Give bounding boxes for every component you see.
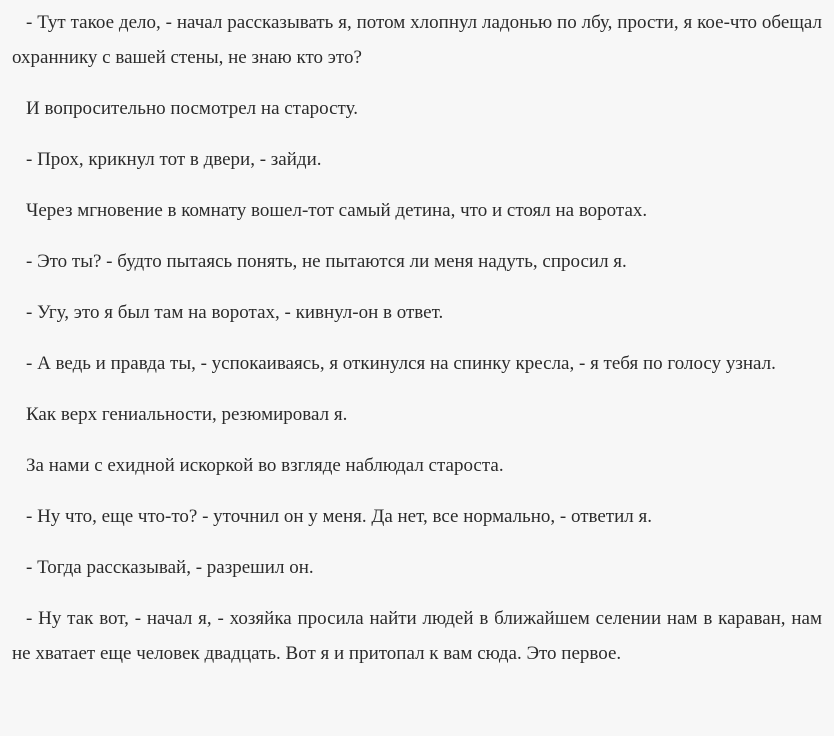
paragraph: - Прох, крикнул тот в двери, - зайди. [26, 149, 322, 170]
paragraph: - Угу, это я был там на воротах, - кивнул-он в ответ. [26, 302, 444, 323]
paragraph: - Это ты? - будто пытаясь понять, не пытаются ли меня надуть, спросил я. [26, 251, 627, 272]
paragraph: Через мгновение в комнату вошел-тот самый детина, что и стоял на воротах. [26, 200, 648, 221]
paragraph: - Ну так вот, - начал я, - хозяйка просила найти людей в ближайшем селении нам в караван, нам не хватает еще человек двадцать. Вот я и притопал к вам сюда. Это первое. [12, 608, 822, 664]
paragraph: - Тогда рассказывай, - разрешил он. [26, 557, 314, 578]
paragraph: За нами с ехидной искоркой во взгляде наблюдал староста. [26, 455, 504, 476]
paragraph: Как верх гениальности, резюмировал я. [26, 404, 348, 425]
paragraph: И вопросительно посмотрел на старосту. [26, 98, 358, 119]
paragraph: - Тут такое дело, - начал рассказывать я, потом хлопнул ладонью по лбу, прости, я кое-что обещал охраннику с вашей стены, не знаю кто это? [12, 12, 822, 68]
paragraph: - Ну что, еще что-то? - уточнил он у меня. Да нет, все нормально, - ответил я. [26, 506, 652, 527]
paragraph: - А ведь и правда ты, - успокаиваясь, я откинулся на спинку кресла, - я тебя по голосу узнал. [26, 353, 776, 374]
